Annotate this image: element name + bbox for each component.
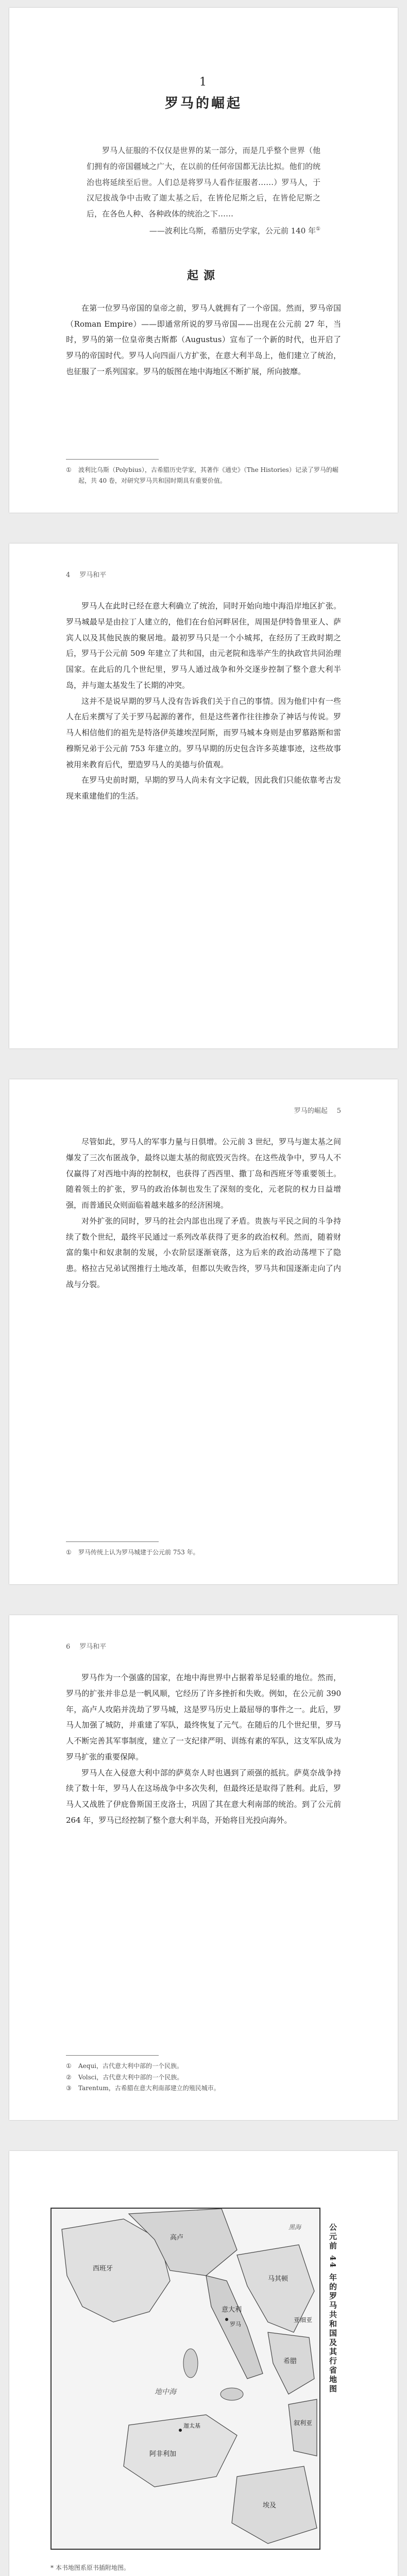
map-label: 罗马 [230,2321,241,2328]
map-label: 埃及 [263,2502,277,2510]
island-sicily [221,2388,243,2400]
footnote [66,2061,341,2072]
map-label: 马其顿 [268,2275,289,2283]
page-number: 5 [336,1107,341,1115]
map-label: 亚细亚 [294,2316,313,2324]
running-head-title: 罗马和平 [79,571,107,579]
paragraph: 对外扩张的同时，罗马的社会内部也出现了矛盾。贵族与平民之间的斗争持续了数个世纪，最终平民通过一系列改革获得了更多的政治权利。然而，随着财富的集中和奴隶制的发展，小农阶层逐渐衰落，这为后来的政治动荡埋下了隐患。格拉古兄弟试图推行土地改革，但都以失败告终，罗马共和国逐渐走向了内战与分裂。 [66,1216,341,1289]
paragraph: 在第一位罗马帝国的皇帝之前，罗马人就拥有了一个帝国。然而，罗马帝国（Roman Empire）——即通常所说的罗马帝国——出现在公元前 27 年，当时，罗马的第一位皇帝奥古斯都（Augustus）宣布了一个新的时代，也开启了罗马的帝国时代。罗马人向四面八方扩张，在意大利半岛上，他们建立了统治，也征服了一系列国家。罗马的版图在地中海地区不断扩展，所向披靡。 [66,303,341,376]
footnote [66,465,341,487]
footnote-mark: ② [66,2073,72,2081]
epigraph: 罗马人征服的不仅仅是世界的某一部分，而是几乎整个世界（他们拥有的帝国疆域之广大，在以前的任何帝国都无法比拟。他们的统治也将延续至后世。人们总是将罗马人看作征服者……）罗马人，于汉尼拔战争中击败了迦太基之后，在皆伦尼斯之后，在皆伦尼斯之后，在各色人种、各种政体的统治之下…… [87,146,320,218]
paragraph: 这并不是说早期的罗马人没有告诉我们关于自己的事情。因为他们中有一些人在后来撰写了关于罗马起源的著作，但是这些著作往往掺杂了神话与传说。罗马人相信他们的祖先是特洛伊英雄埃涅阿斯，而罗马城本身则是由罗慕路斯和雷穆斯兄弟于公元前 753 年建立的。罗马早期的历史包含许多英雄事迹，这些故事被用来教育后代，塑造罗马人的美德与价值观。 [66,696,341,769]
map-figure [50,2208,320,2550]
chapter-title: 罗马的崛起 [164,96,242,111]
map-label: 西班牙 [93,2265,113,2273]
epigraph-source [66,225,341,236]
page2-body [66,598,341,804]
page3-body [66,1134,341,1293]
map-note: * 本书地图系原书插附地图。 [50,2564,130,2571]
document-page-2 [9,544,398,1048]
map-label: 高卢 [170,2234,184,2242]
map-label: 黑海 [289,2224,301,2231]
footnote-text: Tarentum，古希腊在意大利南部建立的殖民城市。 [78,2084,220,2092]
paragraph: 罗马人在此时已经在意大利确立了统治，同时开始向地中海沿岸地区扩张。罗马城最早是由拉丁人建立的，他们在台伯河畔居住，周围是伊特鲁里亚人、萨宾人以及其他民族的聚居地。最初罗马只是一个小城邦，在经历了王政时期之后，罗马于公元前 509 年建立了共和国，由元老院和选举产生的执政官共同治理国家。在此后的几个世纪里，罗马人通过战争和外交逐步控制了整个意大利半岛，并与迦太基发生了长期的冲突。 [66,601,341,690]
page1-footnotes [66,459,341,487]
footnote-rule [66,459,159,460]
map-city-marker [179,2429,182,2432]
island-sardinia [183,2349,198,2378]
map-label: 希腊 [283,2358,297,2365]
page4-body [66,1670,341,1828]
page-number: 6 [66,1643,71,1651]
epigraph-source-text: ——波利比乌斯，希腊历史学家，公元前 140 年 [149,226,316,235]
running-head-title: 罗马和平 [79,1643,107,1651]
page1-body [66,300,341,380]
footnote-mark: ③ [66,2084,72,2092]
paragraph: 在罗马史前时期，早期的罗马人尚未有文字记载，因此我们只能依靠考古发现来重建他们的生活。 [66,775,341,801]
footnote [66,2072,341,2083]
map-svg [52,2209,319,2549]
footnote-text: Aequi，古代意大利中部的一个民族。 [78,2062,183,2070]
section-title: 起源 [186,268,220,282]
map-label: 阿非利加 [149,2450,177,2458]
map-city-marker [225,2318,228,2321]
map-label: 意大利 [222,2306,242,2314]
running-head [66,1105,341,1114]
footnote-rule [66,2055,159,2056]
footnote-rule [66,1541,159,1542]
document-page-3 [9,1079,398,1584]
map-label: 地中海 [155,2388,176,2396]
map-caption: 公元前 44 年的罗马共和国及其行省地图 [328,2223,337,2394]
footnote-text: 罗马传统上认为罗马城建于公元前 753 年。 [78,1549,199,1556]
page3-footnotes [66,1541,341,1558]
document-page-1 [9,8,398,513]
footnote-text: 波利比乌斯（Polybius），古希腊历史学家，其著作《通史》（The Histories）记录了罗马的崛起，共 40 卷，对研究罗马共和国时期具有重要价值。 [78,466,338,485]
footnote [66,2083,341,2094]
map-label: 叙利亚 [294,2419,313,2427]
document-page-4 [9,1615,398,2120]
paragraph: 尽管如此，罗马人的军事力量与日俱增。公元前 3 世纪，罗马与迦太基之间爆发了三次布匿战争，最终以迦太基的彻底毁灭告终。在这些战争中，罗马人不仅赢得了对西地中海的控制权，也获得了西西里、撒丁岛和西班牙等重要领土。随着领土的扩张，罗马的政治体制也发生了深刻的变化，元老院的权力日益增强，而普通民众则面临着越来越多的经济困境。 [66,1137,341,1210]
paragraph: 罗马人在入侵意大利中部的萨莫奈人时也遇到了顽强的抵抗。萨莫奈战争持续了数十年，罗马人在这场战争中多次失利，但最终还是取得了胜利。此后，罗马人又战胜了伊庇鲁斯国王皮洛士，巩固了其在意大利南部的统治。到了公元前 264 年，罗马已经控制了整个意大利半岛，开始将目光投向海外。 [66,1768,341,1825]
document-page-5-map [9,2151,398,2576]
paragraph: 罗马作为一个强盛的国家，在地中海世界中占据着举足轻重的地位。然而，罗马的扩张并非总是一帆风顺，它经历了许多挫折和失败。例如，在公元前 390 年，高卢人攻陷并洗劫了罗马城，这是罗马历史上最屈辱的事件之一。此后，罗马人加强了城防，并重建了军队，最终恢复了元气。在随后的几个世纪里，罗马人不断完善其军事制度，建立了一支纪律严明、训练有素的军队，这支军队成为罗马扩张的重要保障。 [66,1673,341,1761]
running-head [66,569,341,579]
epigraph-footnote-ref[interactable]: ① [316,226,320,232]
chapter-number: 1 [199,76,208,89]
map-label: 迦太基 [183,2422,200,2429]
page4-footnotes [66,2055,341,2094]
footnote-mark: ① [66,466,72,473]
footnote-mark: ① [66,1549,72,1556]
footnote-mark: ① [66,2062,72,2070]
footnote [66,1547,341,1558]
page-number: 4 [66,571,71,579]
running-head-title: 罗马的崛起 [294,1107,328,1115]
footnote-text: Volsci，古代意大利中部的一个民族。 [78,2073,183,2081]
running-head [66,1641,341,1650]
